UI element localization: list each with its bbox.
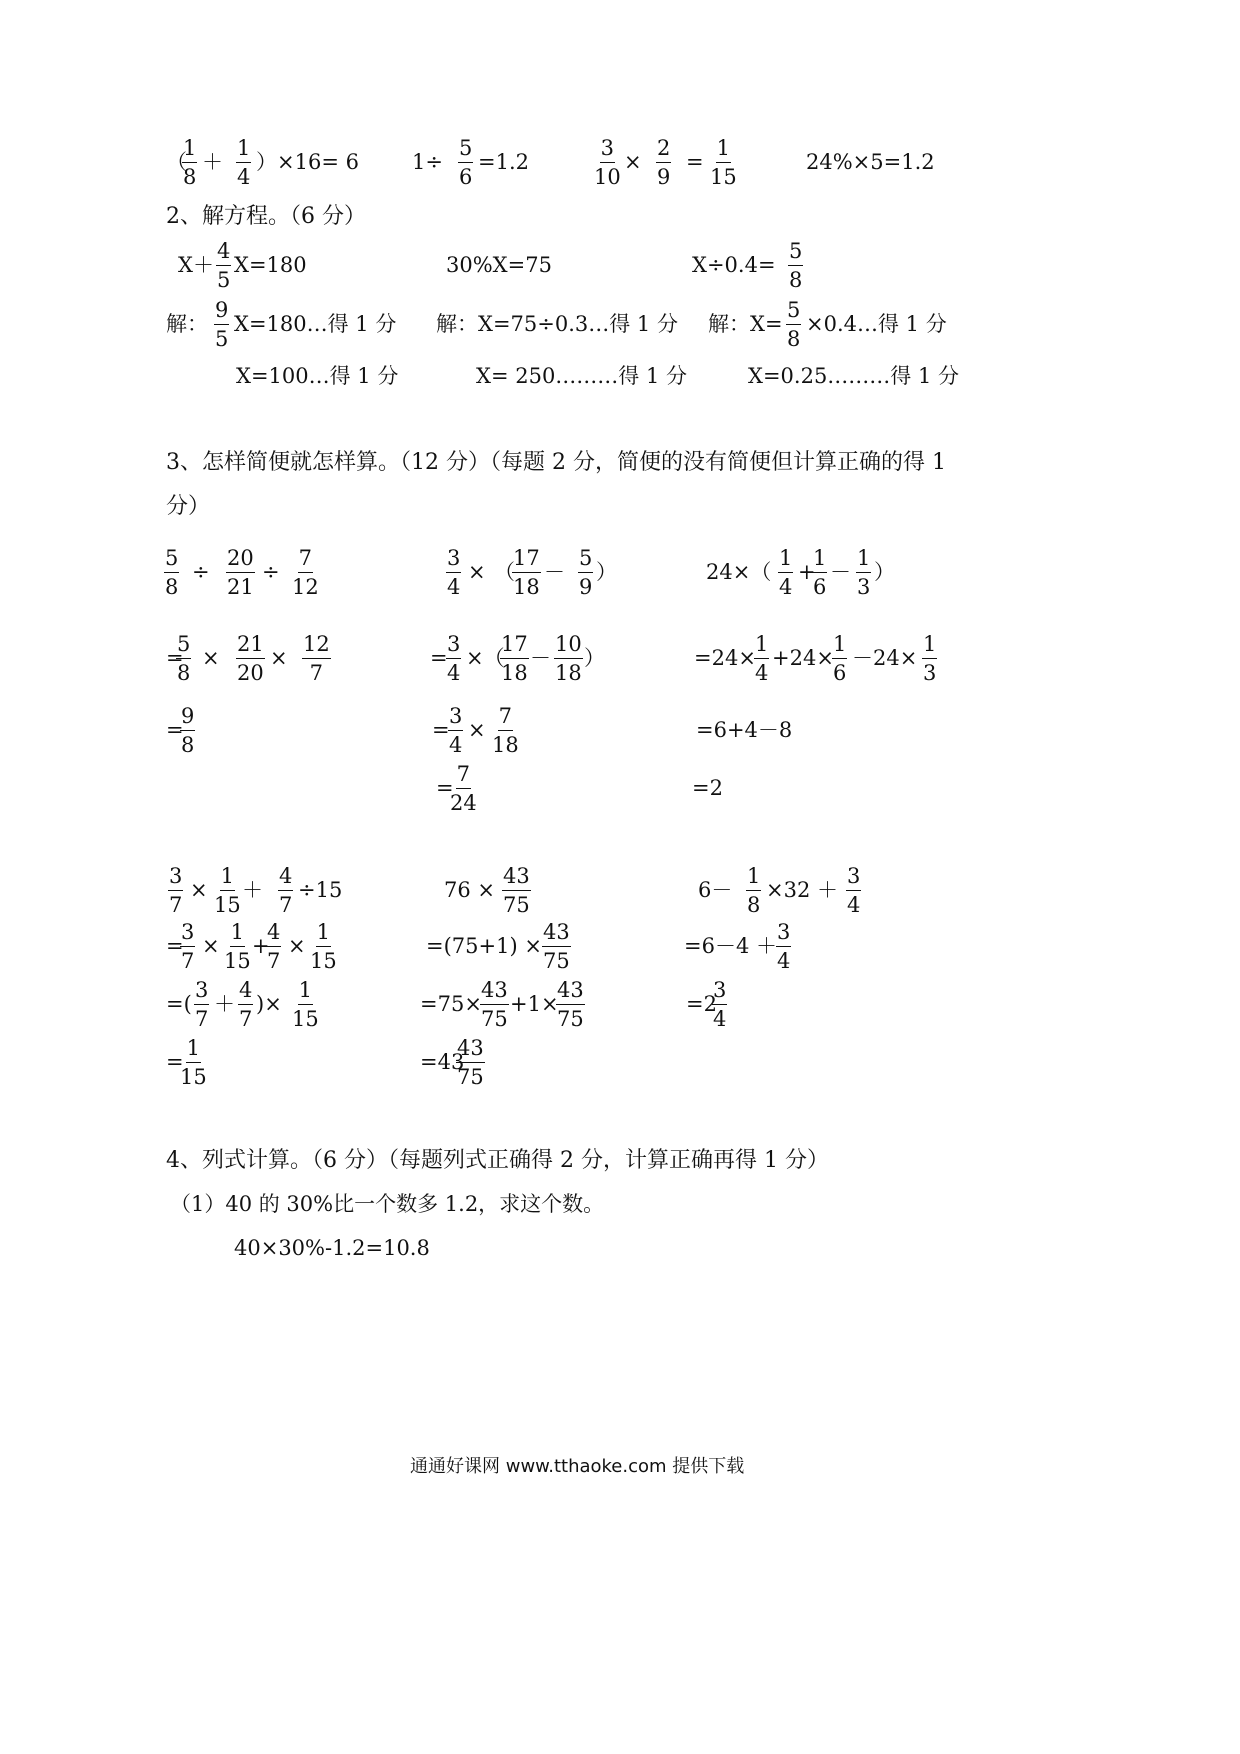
text: = bbox=[166, 1050, 184, 1074]
text: =75× bbox=[420, 992, 482, 1016]
fraction: $\frac{43}{75}$ bbox=[457, 1036, 484, 1089]
text: =2 bbox=[686, 992, 717, 1016]
section-3-heading: 3、怎样简便就怎样算。（12 分）（每题 2 分，简便的没有简便但计算正确的得 1 bbox=[166, 450, 946, 475]
text: = bbox=[166, 934, 184, 958]
fraction: $\frac{3}{7}$ bbox=[195, 978, 209, 1031]
text: － bbox=[544, 560, 565, 584]
text: × bbox=[190, 878, 208, 902]
fraction: $\frac{5}{8}$ bbox=[787, 298, 801, 351]
text: = bbox=[432, 718, 450, 742]
fraction: $\frac{1}{4}$ bbox=[755, 632, 769, 685]
text: 1÷ bbox=[412, 150, 443, 174]
text: ） bbox=[874, 560, 895, 584]
text: + bbox=[252, 934, 270, 958]
text: X= 250………得 1 分 bbox=[476, 364, 688, 388]
fraction: $\frac{43}{75}$ bbox=[557, 978, 584, 1031]
text: ÷ bbox=[192, 560, 210, 584]
fraction: $\frac{1}{8}$ bbox=[747, 864, 761, 917]
text: =1.2 bbox=[478, 150, 529, 174]
fraction: $\frac{3}{4}$ bbox=[713, 978, 727, 1031]
fraction: $\frac{4}{7}$ bbox=[267, 920, 281, 973]
fraction: $\frac{1}{4}$ bbox=[237, 136, 251, 189]
text: × bbox=[624, 150, 642, 174]
fraction: $\frac{1}{15}$ bbox=[710, 136, 737, 189]
text: 解： bbox=[166, 312, 208, 336]
fraction: $\frac{17}{18}$ bbox=[513, 546, 540, 599]
text: 6－ bbox=[698, 878, 733, 902]
text: ×（ bbox=[466, 646, 505, 670]
section-4-heading: 4、列式计算。（6 分）（每题列式正确得 2 分，计算正确再得 1 分） bbox=[166, 1148, 829, 1173]
fraction: $\frac{1}{15}$ bbox=[310, 920, 337, 973]
text: = bbox=[430, 646, 448, 670]
text: =(75+1) × bbox=[426, 934, 542, 958]
text: ÷ bbox=[262, 560, 280, 584]
text: ×32 ＋ bbox=[766, 878, 838, 902]
fraction: $\frac{2}{9}$ bbox=[657, 136, 671, 189]
fraction: $\frac{17}{18}$ bbox=[501, 632, 528, 685]
fraction: $\frac{5}{8}$ bbox=[177, 632, 191, 685]
fraction: $\frac{4}{7}$ bbox=[239, 978, 253, 1031]
fraction: $\frac{1}{15}$ bbox=[292, 978, 319, 1031]
text: =6+4－8 bbox=[696, 718, 793, 742]
text: =24× bbox=[694, 646, 756, 670]
text: ）×16= 6 bbox=[256, 150, 359, 174]
text: ÷15 bbox=[298, 878, 343, 902]
fraction: $\frac{1}{15}$ bbox=[180, 1036, 207, 1089]
text: －24× bbox=[852, 646, 918, 670]
text: ＋ bbox=[202, 150, 223, 174]
text: =43 bbox=[420, 1050, 465, 1074]
text: X=180 bbox=[234, 253, 307, 277]
fraction: $\frac{3}{10}$ bbox=[594, 136, 621, 189]
text: + bbox=[798, 560, 816, 584]
text: X÷0.4= bbox=[692, 253, 776, 277]
fraction: $\frac{3}{7}$ bbox=[181, 920, 195, 973]
section-2-heading: 2、解方程。（6 分） bbox=[166, 204, 366, 229]
text: = bbox=[166, 718, 184, 742]
text: 解：X=75÷0.3…得 1 分 bbox=[436, 312, 678, 336]
text: × bbox=[288, 934, 306, 958]
text: +24× bbox=[772, 646, 834, 670]
fraction: $\frac{3}{4}$ bbox=[449, 704, 463, 757]
fraction: $\frac{5}{8}$ bbox=[789, 239, 803, 292]
fraction: $\frac{5}{8}$ bbox=[165, 546, 179, 599]
text: × bbox=[202, 646, 220, 670]
text: （ bbox=[494, 560, 515, 584]
text: × bbox=[468, 560, 486, 584]
text: 24×（ bbox=[706, 560, 772, 584]
fraction: $\frac{1}{6}$ bbox=[833, 632, 847, 685]
fraction: $\frac{1}{15}$ bbox=[214, 864, 241, 917]
text: = bbox=[436, 776, 454, 800]
text: =6－4 ＋ bbox=[684, 934, 777, 958]
fraction: $\frac{3}{4}$ bbox=[447, 546, 461, 599]
fraction: $\frac{3}{7}$ bbox=[169, 864, 183, 917]
text: = bbox=[686, 150, 704, 174]
fraction: $\frac{12}{7}$ bbox=[303, 632, 330, 685]
text: ） bbox=[596, 560, 617, 584]
text: = bbox=[166, 646, 184, 670]
fraction: $\frac{1}{15}$ bbox=[224, 920, 251, 973]
fraction: $\frac{3}{4}$ bbox=[447, 632, 461, 685]
fraction: $\frac{4}{5}$ bbox=[217, 239, 231, 292]
fraction: $\frac{1}{8}$ bbox=[183, 136, 197, 189]
fraction: $\frac{1}{4}$ bbox=[779, 546, 793, 599]
fraction: $\frac{21}{20}$ bbox=[237, 632, 264, 685]
text: X=100…得 1 分 bbox=[236, 364, 399, 388]
fraction: $\frac{43}{75}$ bbox=[503, 864, 530, 917]
text: ＋ bbox=[242, 878, 263, 902]
text: × bbox=[270, 646, 288, 670]
answer-1: 40×30%-1.2=10.8 bbox=[234, 1236, 430, 1260]
fraction: $\frac{5}{9}$ bbox=[579, 546, 593, 599]
text: +1× bbox=[510, 992, 559, 1016]
fraction: $\frac{43}{75}$ bbox=[481, 978, 508, 1031]
fraction: $\frac{9}{8}$ bbox=[181, 704, 195, 757]
text: × bbox=[468, 718, 486, 742]
text: （ bbox=[166, 150, 187, 174]
text: ×0.4…得 1 分 bbox=[806, 312, 947, 336]
fraction: $\frac{3}{4}$ bbox=[847, 864, 861, 917]
fraction: $\frac{43}{75}$ bbox=[543, 920, 570, 973]
fraction: $\frac{7}{24}$ bbox=[450, 762, 477, 815]
fraction: $\frac{7}{18}$ bbox=[492, 704, 519, 757]
fraction: $\frac{9}{5}$ bbox=[215, 298, 229, 351]
text: ＋ bbox=[214, 992, 235, 1016]
fraction: $\frac{5}{6}$ bbox=[459, 136, 473, 189]
text: )× bbox=[256, 992, 282, 1016]
text: X=180…得 1 分 bbox=[234, 312, 397, 336]
text: 解：X= bbox=[708, 312, 783, 336]
fraction: $\frac{20}{21}$ bbox=[227, 546, 254, 599]
page-footer: 通通好课网 www.tthaoke.com 提供下载 bbox=[410, 1456, 745, 1477]
fraction: $\frac{1}{3}$ bbox=[923, 632, 937, 685]
text: ） bbox=[584, 646, 605, 670]
text: X＋ bbox=[178, 253, 214, 277]
fraction: $\frac{1}{6}$ bbox=[813, 546, 827, 599]
text: × bbox=[202, 934, 220, 958]
fraction: $\frac{10}{18}$ bbox=[555, 632, 582, 685]
text: X=0.25………得 1 分 bbox=[748, 364, 960, 388]
text: =( bbox=[166, 992, 192, 1016]
text: 30%X=75 bbox=[446, 253, 552, 277]
fraction: $\frac{4}{7}$ bbox=[279, 864, 293, 917]
fraction: $\frac{7}{12}$ bbox=[292, 546, 319, 599]
question-1: （1）40 的 30%比一个数多 1.2，求这个数。 bbox=[170, 1192, 605, 1216]
text: 76 × bbox=[444, 878, 495, 902]
text: － bbox=[530, 646, 551, 670]
text: 24%×5=1.2 bbox=[806, 150, 935, 174]
text: =2 bbox=[692, 776, 723, 800]
text: － bbox=[830, 560, 851, 584]
fraction: $\frac{3}{4}$ bbox=[777, 920, 791, 973]
section-3-heading-cont: 分） bbox=[166, 494, 211, 519]
fraction: $\frac{1}{3}$ bbox=[857, 546, 871, 599]
